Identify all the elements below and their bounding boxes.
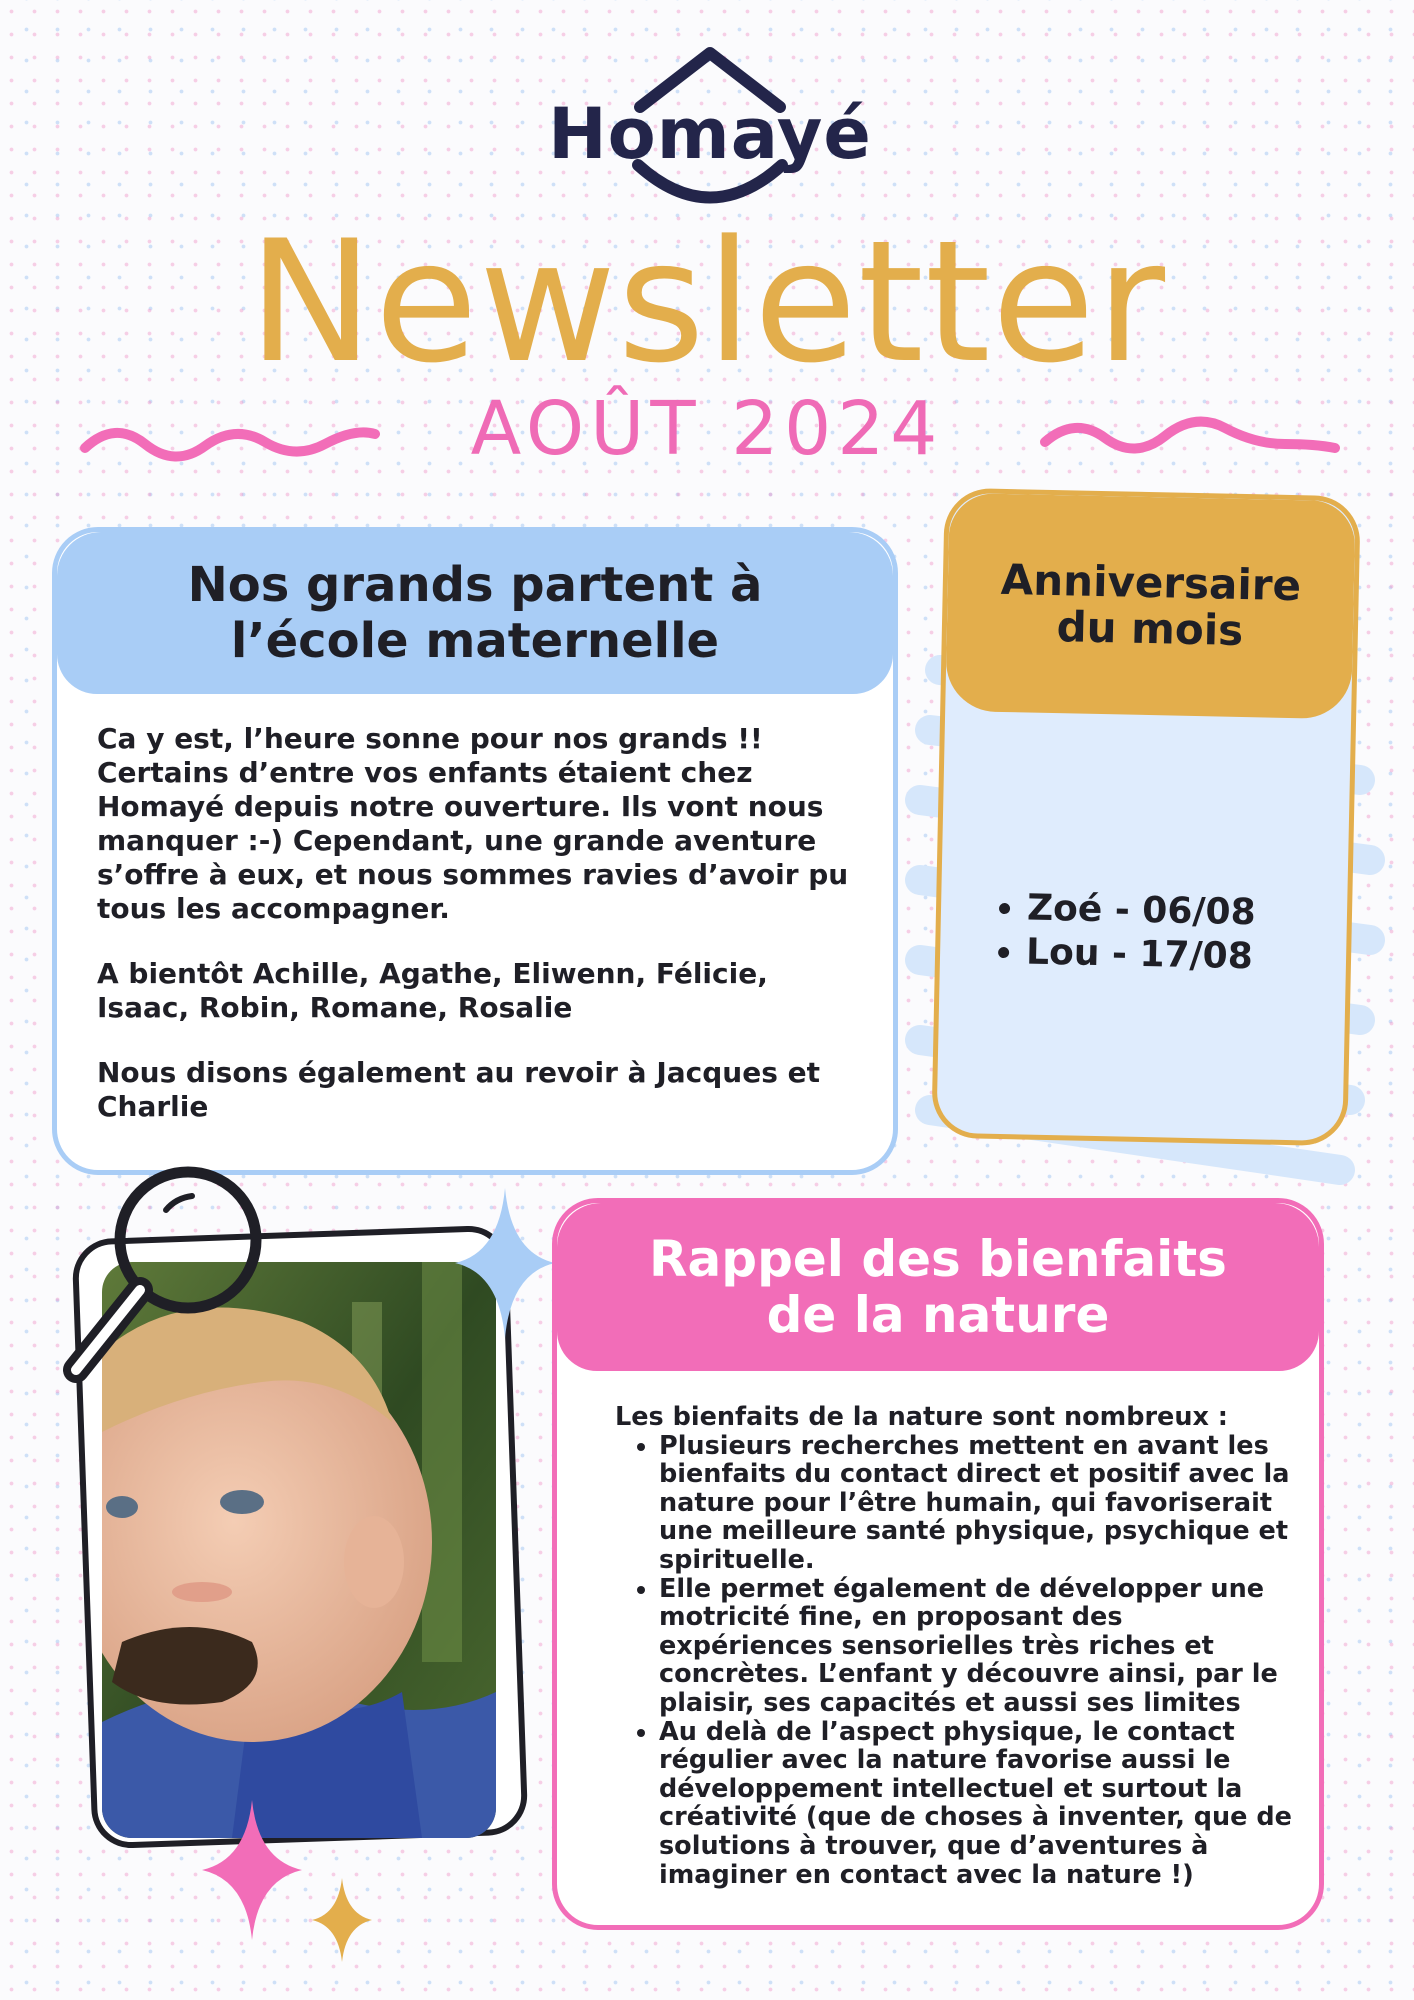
card-body (97, 722, 867, 1155)
paragraph: A bientôt Achille, Agathe, Eliwenn, Félicie, Isaac, Robin, Romane, Rosalie (97, 957, 768, 1024)
magnifier-icon (58, 1158, 288, 1408)
newsletter-date: AOÛT 2024 (470, 386, 944, 472)
card-heading (557, 1203, 1319, 1371)
birthday-list (1000, 886, 1256, 979)
sparkle-icon (312, 1878, 372, 1962)
list-item: • Plusieurs recherches mettent en avant les bienfaits du contact direct et positif avec la nature pour l’être humain, qui favoriserait une meilleure santé physique, psychique et spirituelle. (659, 1432, 1295, 1575)
card-ecole-maternelle (52, 527, 898, 1175)
list-item: • Zoé - 06/08 (1027, 887, 1256, 936)
heading-line: de la nature (766, 1286, 1110, 1344)
heading-line: Anniversaire (1000, 554, 1302, 611)
sparkle-icon (455, 1188, 555, 1338)
newsletter-title: Newsletter (247, 204, 1167, 400)
card-heading (945, 493, 1355, 719)
paragraph: Ca y est, l’heure sonne pour nos grands !! Certains d’entre vos enfants étaient chez Homayé depuis notre ouverture. Ils vont nous manquer :-) Cependant, une grande aventure s’offre à eux, et nous sommes ravies d’avoir pu tous les accompagner. (97, 722, 849, 925)
homaye-logo (520, 45, 900, 215)
list-item: • Au delà de l’aspect physique, le contact régulier avec la nature favorise aussi le développement intellectuel et surtout la créativité (que de choses à inventer, que de solutions à trouver, que d’aventures à imaginer en contact avec la nature !) (659, 1718, 1295, 1890)
heading-line: Rappel des bienfaits (649, 1230, 1227, 1288)
card-bienfaits-nature (552, 1198, 1324, 1930)
list-item: • Elle permet également de développer une motricité fine, en proposant des expériences sensorielles très riches et concrètes. L’enfant y découvre ainsi, par le plaisir, ses capacités et aussi ses limites (659, 1575, 1295, 1718)
sparkle-icon (202, 1800, 302, 1940)
heading-line: Nos grands partent à (187, 557, 763, 613)
heading-line: l’école maternelle (230, 613, 720, 669)
intro-text: Les bienfaits de la nature sont nombreux : (615, 1402, 1228, 1432)
card-body (615, 1403, 1295, 1889)
paragraph: Nous disons également au revoir à Jacques et Charlie (97, 1056, 820, 1123)
card-heading (57, 532, 893, 694)
brand-name: Homayé (548, 93, 872, 175)
card-anniversaire (931, 488, 1361, 1147)
list-item: • Lou - 17/08 (1026, 931, 1255, 980)
benefits-list (615, 1432, 1295, 1890)
heading-line: du mois (1056, 602, 1244, 655)
